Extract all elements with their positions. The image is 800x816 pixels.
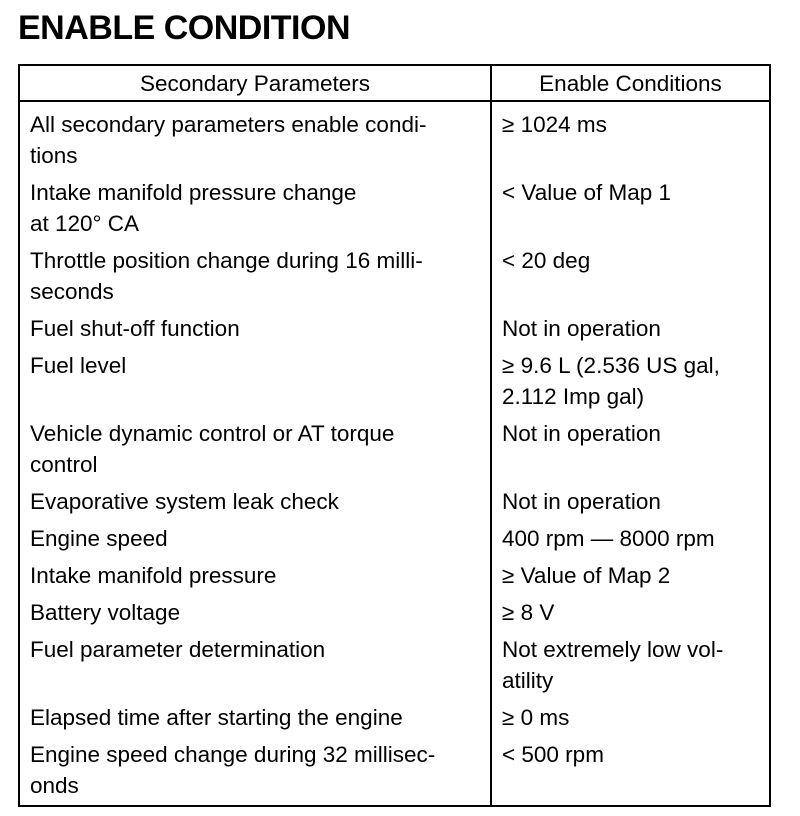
- parameter-cell-line: Battery voltage: [30, 600, 181, 625]
- parameter-cell-line: Intake manifold pressure: [30, 563, 277, 588]
- table-row: [19, 520, 770, 557]
- table-row: [19, 101, 770, 174]
- header-enable-conditions: Enable Conditions: [491, 65, 770, 101]
- parameter-cell: [19, 101, 491, 174]
- parameter-cell-line: Fuel level: [30, 353, 127, 378]
- parameter-cell: [19, 174, 491, 242]
- parameter-cell: [19, 310, 491, 347]
- condition-cell: [491, 520, 770, 557]
- enable-conditions-table: [18, 64, 771, 807]
- condition-cell: [491, 101, 770, 174]
- condition-cell-line: Not in operation: [502, 489, 661, 514]
- condition-cell: [491, 594, 770, 631]
- condition-cell-line: ≥ 8 V: [502, 600, 555, 625]
- condition-cell: [491, 699, 770, 736]
- condition-cell-line: atility: [502, 668, 554, 693]
- parameter-cell-line: tions: [30, 143, 78, 168]
- parameter-cell-line: Engine speed change during 32 millisec-: [30, 742, 436, 767]
- condition-cell: [491, 310, 770, 347]
- condition-cell-line: 400 rpm — 8000 rpm: [502, 526, 715, 551]
- parameter-cell: [19, 699, 491, 736]
- parameter-cell-line: Fuel shut-off function: [30, 316, 240, 341]
- parameter-cell: [19, 594, 491, 631]
- parameter-cell-line: onds: [30, 773, 79, 798]
- parameter-cell: [19, 631, 491, 699]
- header-row: [19, 65, 770, 101]
- condition-cell-line: < Value of Map 1: [502, 180, 672, 205]
- condition-cell-line: < 500 rpm: [502, 742, 604, 767]
- condition-cell-line: 2.112 Imp gal): [502, 384, 645, 409]
- parameter-cell-line: Throttle position change during 16 milli-: [30, 248, 423, 273]
- condition-cell-line: ≥ 0 ms: [502, 705, 570, 730]
- table-row: [19, 557, 770, 594]
- condition-cell-line: ≥ 1024 ms: [502, 112, 607, 137]
- condition-cell: [491, 631, 770, 699]
- condition-cell-line: Not in operation: [502, 316, 661, 341]
- table-body: [19, 101, 770, 806]
- parameter-cell: [19, 736, 491, 806]
- parameter-cell: [19, 242, 491, 310]
- parameter-cell: [19, 347, 491, 415]
- parameter-cell-line: All secondary parameters enable condi-: [30, 112, 427, 137]
- condition-cell: [491, 347, 770, 415]
- parameter-cell-line: at 120° CA: [30, 211, 140, 236]
- condition-cell: [491, 483, 770, 520]
- condition-cell: [491, 557, 770, 594]
- parameter-cell-line: seconds: [30, 279, 114, 304]
- parameter-cell-line: Engine speed: [30, 526, 168, 551]
- condition-cell-line: < 20 deg: [502, 248, 591, 273]
- table-row: [19, 631, 770, 699]
- condition-cell: [491, 736, 770, 806]
- table-row: [19, 310, 770, 347]
- table-row: [19, 174, 770, 242]
- condition-cell-line: ≥ 9.6 L (2.536 US gal,: [502, 353, 720, 378]
- condition-cell: [491, 415, 770, 483]
- parameter-cell-line: Vehicle dynamic control or AT torque: [30, 421, 395, 446]
- table-row: [19, 242, 770, 310]
- parameter-cell-line: Elapsed time after starting the engine: [30, 705, 403, 730]
- parameter-cell: [19, 483, 491, 520]
- parameter-cell: [19, 557, 491, 594]
- condition-cell: [491, 174, 770, 242]
- parameter-cell-line: Evaporative system leak check: [30, 489, 339, 514]
- table-row: [19, 415, 770, 483]
- condition-cell-line: Not extremely low vol-: [502, 637, 724, 662]
- header-secondary-parameters: Secondary Parameters: [19, 65, 491, 101]
- condition-cell-line: ≥ Value of Map 2: [502, 563, 671, 588]
- table-row: [19, 594, 770, 631]
- table-header: [19, 65, 770, 101]
- parameter-cell-line: Fuel parameter determination: [30, 637, 326, 662]
- page-title: ENABLE CONDITION: [18, 9, 350, 47]
- table-row: [19, 736, 770, 806]
- table-row: [19, 347, 770, 415]
- table-row: [19, 483, 770, 520]
- table-row: [19, 699, 770, 736]
- parameter-cell: [19, 520, 491, 557]
- parameter-cell-line: Intake manifold pressure change: [30, 180, 357, 205]
- parameter-cell-line: control: [30, 452, 98, 477]
- parameter-cell: [19, 415, 491, 483]
- condition-cell-line: Not in operation: [502, 421, 661, 446]
- condition-cell: [491, 242, 770, 310]
